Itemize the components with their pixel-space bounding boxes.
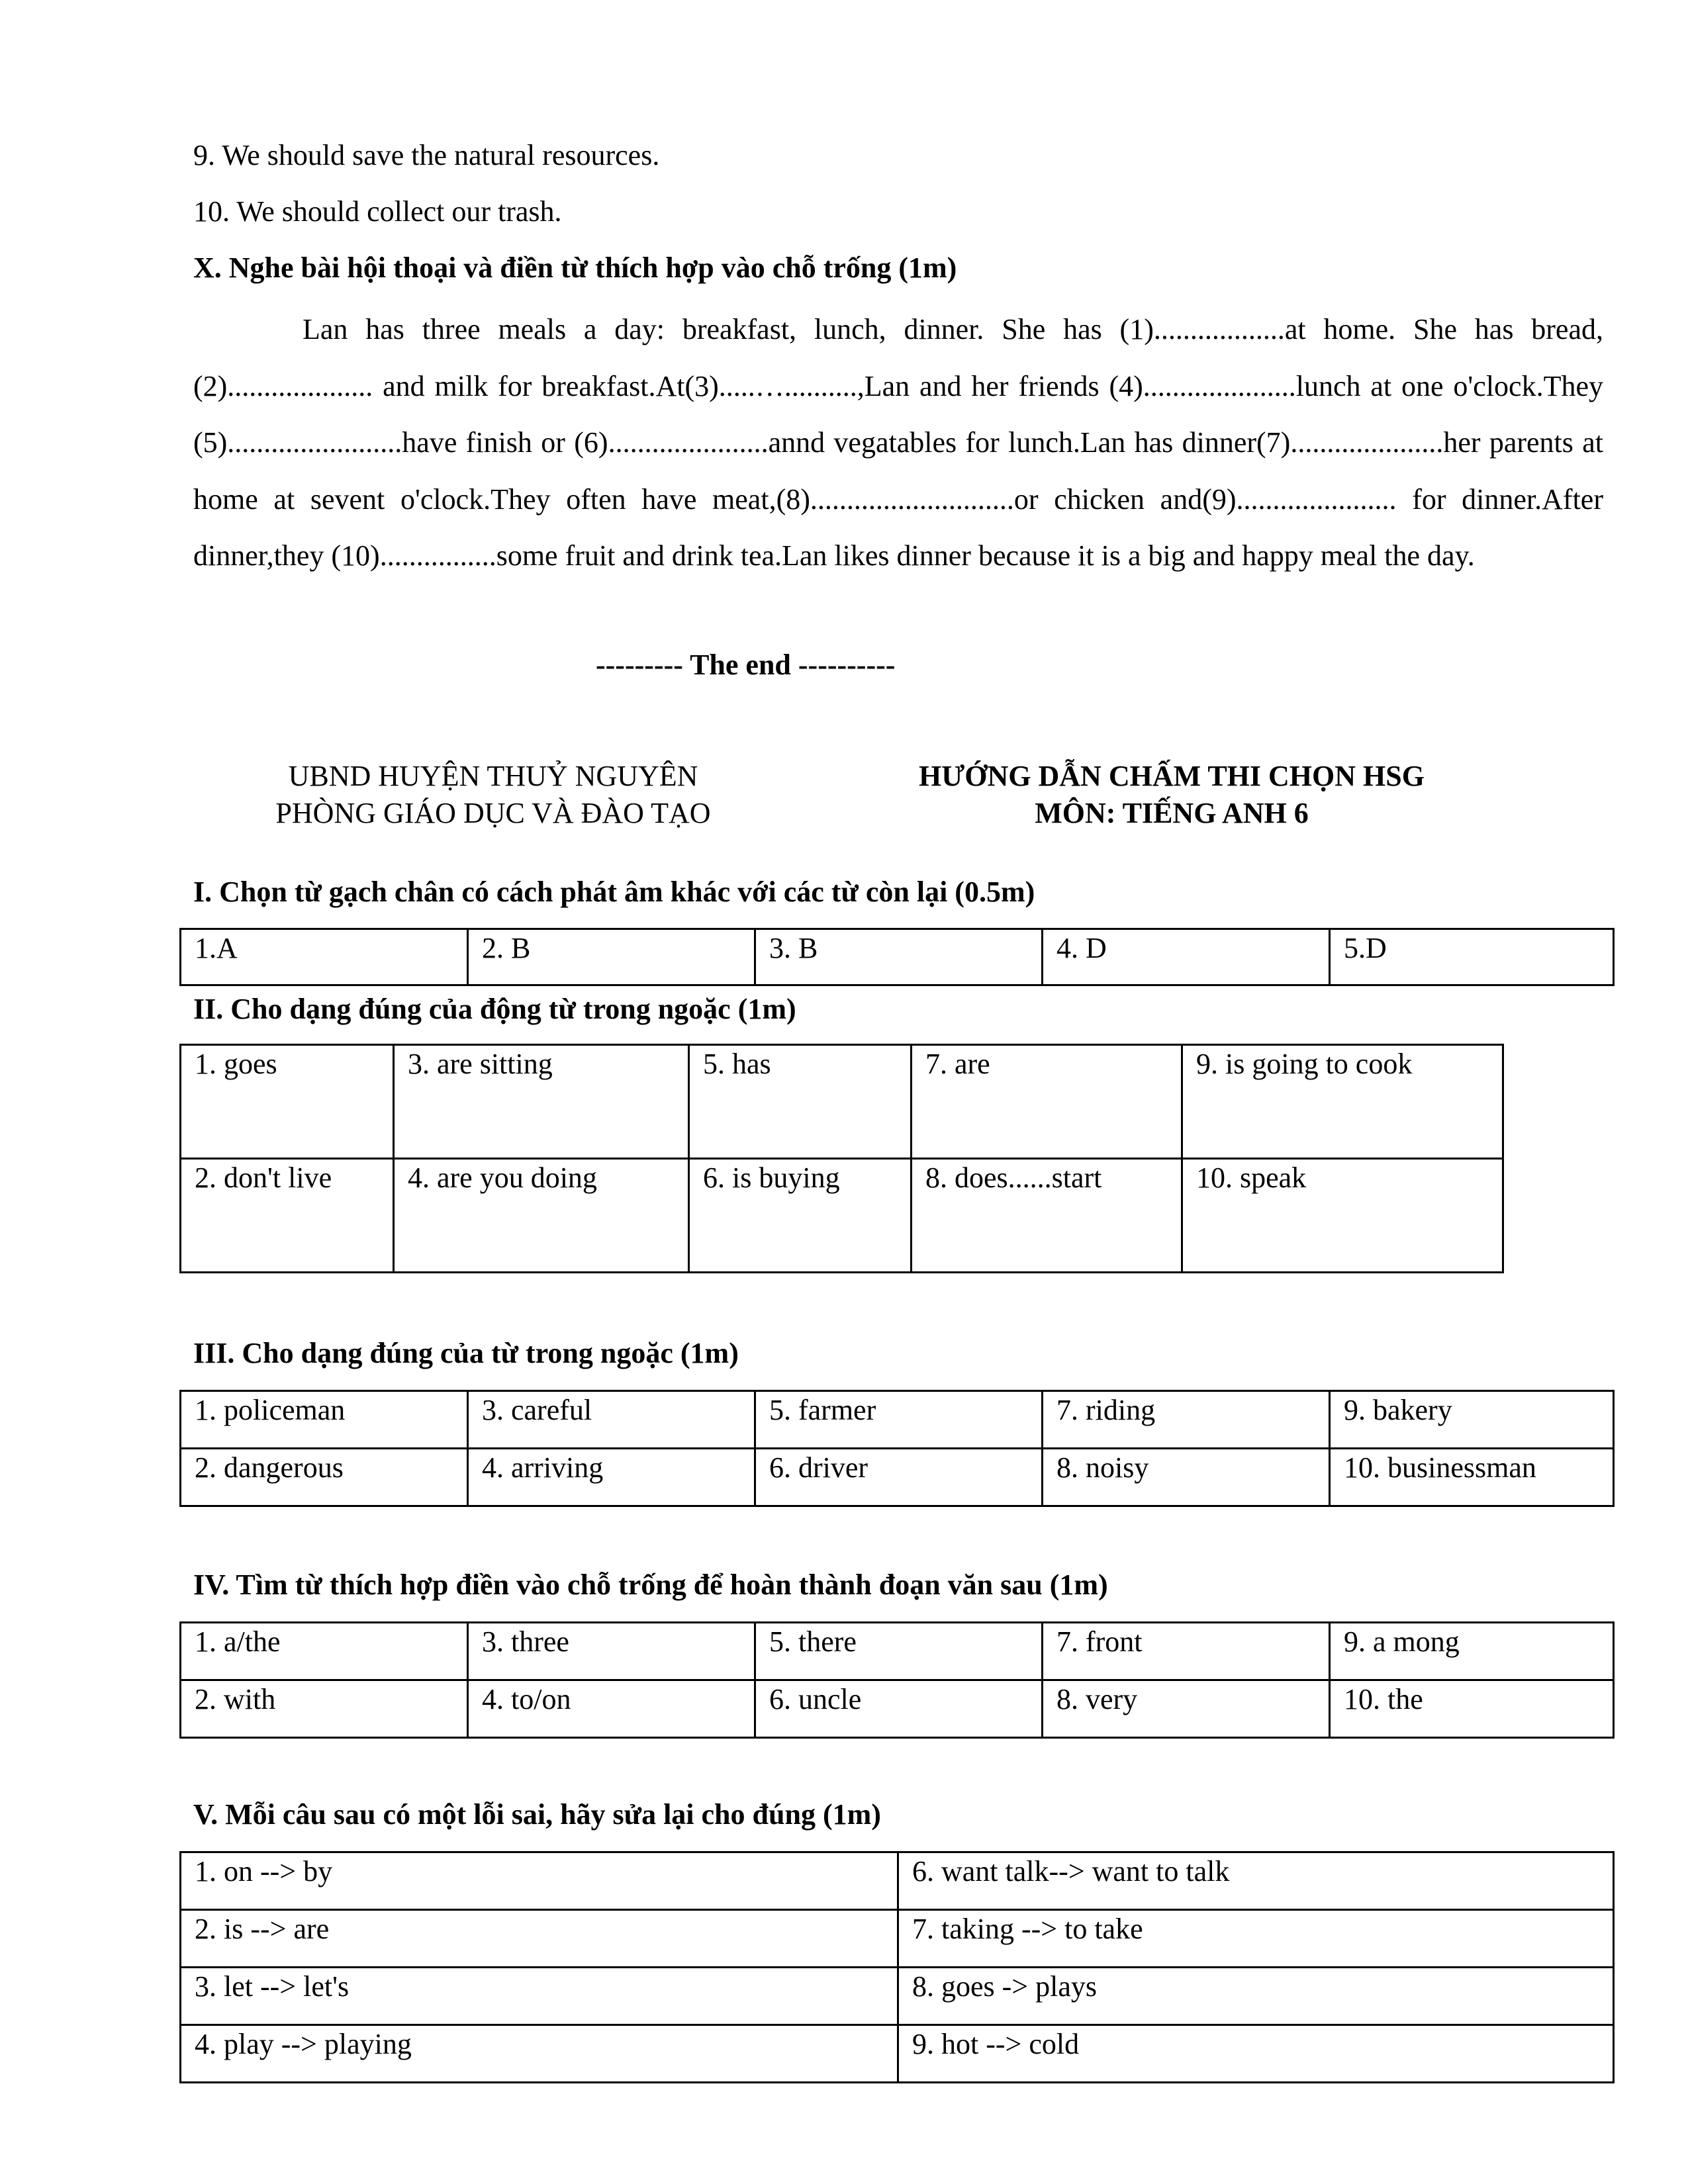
answer-cell: 4. D — [1043, 929, 1330, 985]
answer-cell: 9. is going to cook — [1182, 1045, 1503, 1159]
header-left-line1: UBND HUYỆN THUỶ NGUYÊN — [288, 760, 698, 792]
sentence-9: 9. We should save the natural resources. — [193, 139, 660, 171]
table-row — [181, 1910, 1614, 1968]
answer-cell: 2. with — [181, 1680, 468, 1738]
header-right-line2: MÔN: TIẾNG ANH 6 — [1035, 797, 1309, 829]
section-x-heading: X. Nghe bài hội thoại và điền từ thích hợp vào chỗ trống (1m) — [193, 251, 957, 284]
header-right — [841, 758, 1503, 832]
section-iv-table — [179, 1621, 1615, 1739]
header-left-line2: PHÒNG GIÁO DỤC VÀ ĐÀO TẠO — [275, 797, 711, 829]
table-row — [181, 2025, 1614, 2083]
answer-cell: 5. farmer — [755, 1391, 1043, 1449]
section-ii-heading: II. Cho dạng đúng của động từ trong ngoặc (1m) — [193, 993, 796, 1025]
answer-cell: 4. play --> playing — [181, 2025, 898, 2083]
section-iv-heading: IV. Tìm từ thích hợp điền vào chỗ trống để hoàn thành đoạn văn sau (1m) — [193, 1569, 1108, 1601]
section-i-table — [179, 928, 1615, 986]
answer-cell: 8. does......start — [912, 1159, 1182, 1273]
answer-cell: 8. noisy — [1043, 1449, 1330, 1506]
answer-cell: 10. businessman — [1330, 1449, 1614, 1506]
answer-cell: 10. the — [1330, 1680, 1614, 1738]
answer-cell: 1. policeman — [181, 1391, 468, 1449]
answer-cell: 6. want talk--> want to talk — [898, 1852, 1614, 1910]
answer-cell: 1.A — [181, 929, 468, 985]
answer-cell: 6. driver — [755, 1449, 1043, 1506]
answer-cell: 1. on --> by — [181, 1852, 898, 1910]
answer-cell: 5.D — [1330, 929, 1614, 985]
answer-cell: 9. bakery — [1330, 1391, 1614, 1449]
section-iii-table — [179, 1390, 1615, 1507]
header-right-line1: HƯỚNG DẪN CHẤM THI CHỌN HSG — [919, 760, 1425, 792]
table-row — [181, 1391, 1614, 1449]
answer-cell: 8. very — [1043, 1680, 1330, 1738]
section-iii-heading: III. Cho dạng đúng của từ trong ngoặc (1m) — [193, 1337, 739, 1369]
answer-cell: 4. to/on — [468, 1680, 755, 1738]
table-row — [181, 1045, 1503, 1159]
table-row — [181, 1680, 1614, 1738]
answer-cell: 3. three — [468, 1623, 755, 1680]
answer-cell: 10. speak — [1182, 1159, 1503, 1273]
answer-cell: 9. a mong — [1330, 1623, 1614, 1680]
answer-cell: 3. are sitting — [394, 1045, 689, 1159]
section-v-heading: V. Mỗi câu sau có một lỗi sai, hãy sửa lại cho đúng (1m) — [193, 1798, 881, 1831]
answer-cell: 3. B — [755, 929, 1043, 985]
section-i-heading: I. Chọn từ gạch chân có cách phát âm khác với các từ còn lại (0.5m) — [193, 876, 1035, 908]
table-row — [181, 1623, 1614, 1680]
header-left — [218, 758, 768, 832]
answer-cell: 6. uncle — [755, 1680, 1043, 1738]
table-row — [181, 1852, 1614, 1910]
answer-cell: 1. goes — [181, 1045, 394, 1159]
answer-cell: 4. arriving — [468, 1449, 755, 1506]
section-ii-table — [179, 1044, 1504, 1273]
answer-cell: 2. don't live — [181, 1159, 394, 1273]
answer-cell: 3. let --> let's — [181, 1968, 898, 2025]
answer-cell: 2. B — [468, 929, 755, 985]
answer-cell: 7. taking --> to take — [898, 1910, 1614, 1968]
table-row — [181, 929, 1614, 985]
answer-cell: 2. dangerous — [181, 1449, 468, 1506]
table-row — [181, 1449, 1614, 1506]
table-row — [181, 1159, 1503, 1273]
answer-cell: 7. are — [912, 1045, 1182, 1159]
section-v-table — [179, 1851, 1615, 2083]
answer-cell: 5. there — [755, 1623, 1043, 1680]
section-x-paragraph — [193, 301, 1603, 584]
answer-cell: 9. hot --> cold — [898, 2025, 1614, 2083]
section-x-text: Lan has three meals a day: breakfast, lunch, dinner. She has (1)..................at home. She has bread,(2).................... and milk for breakfast.At(3).....…..........,Lan and her friends (4).....................lunch at one o'clock.They (5)........................have finish or (6)......................annd vegatables for lunch.Lan has dinner(7).....................her parents at home at sevent o'clock.They often have meat,(8)............................or chicken and(9)...................... for dinner.After dinner,they (10)................some fruit and drink tea.Lan likes dinner because it is a big and happy meal the day. — [193, 313, 1603, 572]
the-end: --------- The end ---------- — [596, 649, 896, 681]
answer-cell: 1. a/the — [181, 1623, 468, 1680]
answer-cell: 2. is --> are — [181, 1910, 898, 1968]
answer-cell: 8. goes -> plays — [898, 1968, 1614, 2025]
answer-cell: 5. has — [689, 1045, 912, 1159]
table-row — [181, 1968, 1614, 2025]
answer-cell: 4. are you doing — [394, 1159, 689, 1273]
answer-cell: 6. is buying — [689, 1159, 912, 1273]
sentence-10: 10. We should collect our trash. — [193, 195, 562, 228]
answer-cell: 7. riding — [1043, 1391, 1330, 1449]
answer-cell: 7. front — [1043, 1623, 1330, 1680]
answer-cell: 3. careful — [468, 1391, 755, 1449]
